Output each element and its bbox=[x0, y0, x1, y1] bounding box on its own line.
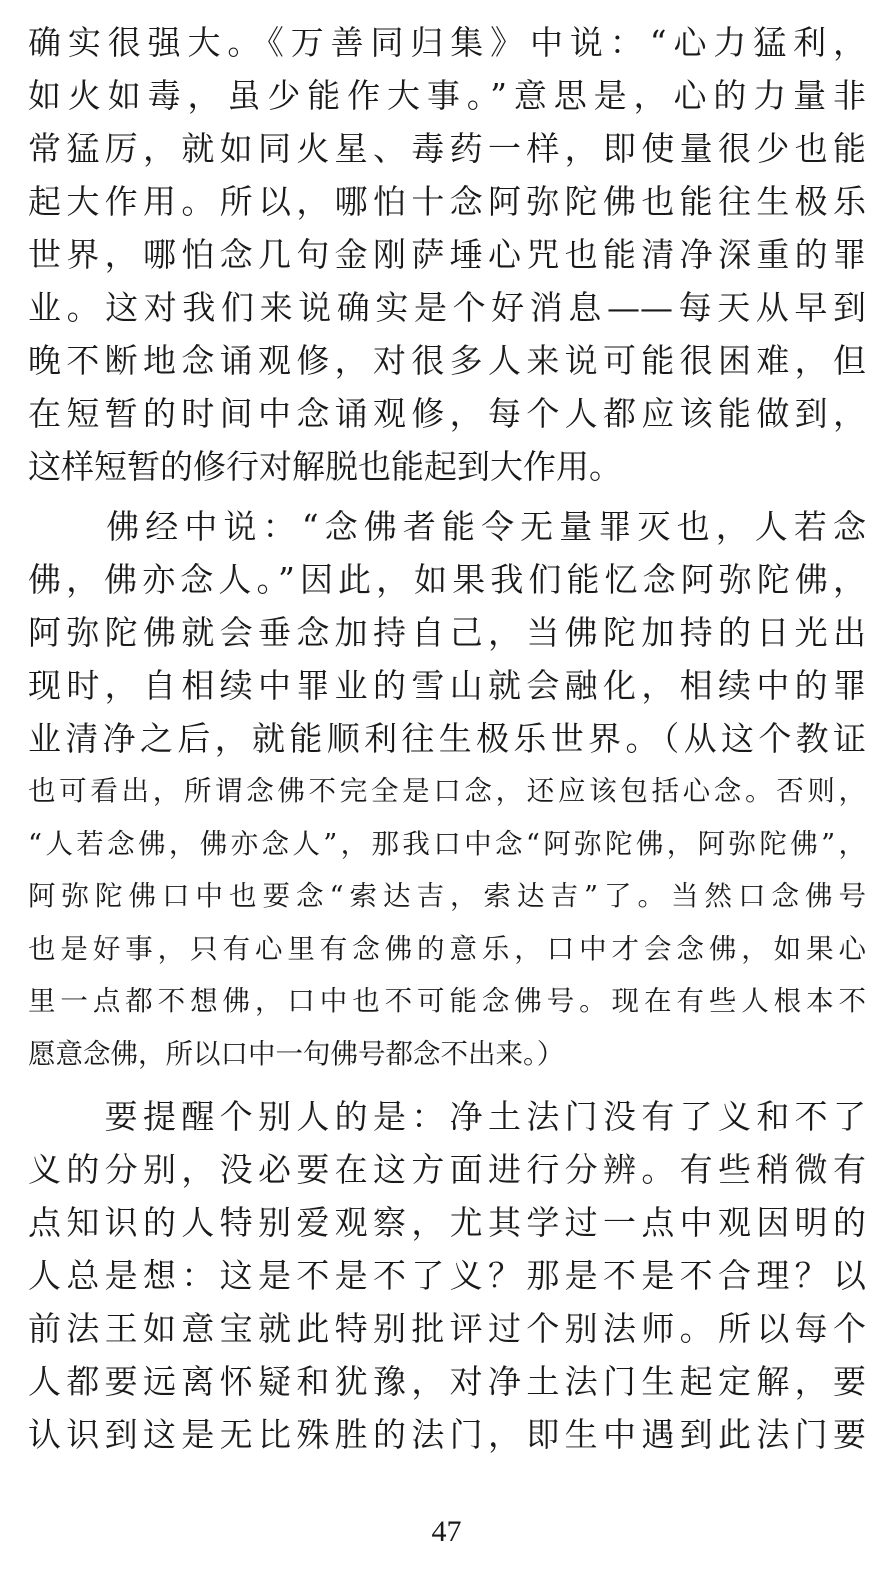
text-line: 阿弥陀佛就会垂念加持自己，当佛陀加持的日光出 bbox=[28, 613, 866, 652]
text-line: 义的分别，没必要在这方面进行分辨。有些稍微有 bbox=[28, 1150, 866, 1189]
text-line: 佛经中说：“念佛者能令无量罪灭也，人若念 bbox=[28, 507, 866, 546]
text-line: 在短暂的时间中念诵观修，每个人都应该能做到， bbox=[28, 394, 866, 433]
text-line: 佛，佛亦念人。”因此，如果我们能忆念阿弥陀佛， bbox=[28, 560, 866, 599]
text-line: 业。这对我们来说确实是个好消息——每天从早到 bbox=[28, 288, 866, 327]
commentary-note bbox=[28, 765, 866, 1080]
text-line: 晚不断地念诵观修，对很多人来说可能很困难，但 bbox=[28, 341, 866, 380]
text-line: 世界，哪怕念几句金刚萨埵心咒也能清净深重的罪 bbox=[28, 235, 866, 274]
text-line: 点知识的人特别爱观察，尤其学过一点中观因明的 bbox=[28, 1203, 866, 1242]
note-line: 也是好事，只有心里有念佛的意乐，口中才会念佛，如果心 bbox=[28, 932, 866, 965]
text-line: 确实很强大。《万善同归集》中说：“心力猛利， bbox=[28, 23, 866, 62]
text-line: 如火如毒，虽少能作大事。”意思是，心的力量非 bbox=[28, 76, 866, 115]
text-line: 这样短暂的修行对解脱也能起到大作用。 bbox=[28, 447, 622, 486]
text-line: 起大作用。所以，哪怕十念阿弥陀佛也能往生极乐 bbox=[28, 182, 866, 221]
text-line: 业清净之后，就能顺利往生极乐世界。（从这个教证 bbox=[28, 719, 866, 758]
text-line: 人总是想：这是不是不了义？那是不是不合理？以 bbox=[28, 1256, 866, 1295]
text-line: 认识到这是无比殊胜的法门，即生中遇到此法门要 bbox=[28, 1415, 866, 1454]
note-line: 愿意念佛，所以口中一句佛号都念不出来。） bbox=[28, 1037, 565, 1070]
text-line: 现时，自相续中罪业的雪山就会融化，相续中的罪 bbox=[28, 666, 866, 705]
paragraph-1 bbox=[28, 16, 866, 493]
text-line: 人都要远离怀疑和犹豫，对净土法门生起定解，要 bbox=[28, 1362, 866, 1401]
text-line: 前法王如意宝就此特别批评过个别法师。所以每个 bbox=[28, 1309, 866, 1348]
page-number: 47 bbox=[431, 1515, 462, 1548]
paragraph-3 bbox=[28, 1090, 866, 1461]
text-line: 常猛厉，就如同火星、毒药一样，即使量很少也能 bbox=[28, 129, 866, 168]
note-line: 也可看出，所谓念佛不完全是口念，还应该包括心念。否则， bbox=[28, 775, 866, 807]
note-line: “人若念佛，佛亦念人”，那我口中念“阿弥陀佛，阿弥陀佛”， bbox=[28, 827, 866, 860]
paragraph-2 bbox=[28, 500, 866, 765]
note-line: 里一点都不想佛，口中也不可能念佛号。现在有些人根本不 bbox=[28, 985, 866, 1017]
text-line: 要提醒个别人的是：净土法门没有了义和不了 bbox=[28, 1097, 866, 1136]
note-line: 阿弥陀佛口中也要念“索达吉，索达吉”了。当然口念佛号 bbox=[28, 880, 866, 912]
